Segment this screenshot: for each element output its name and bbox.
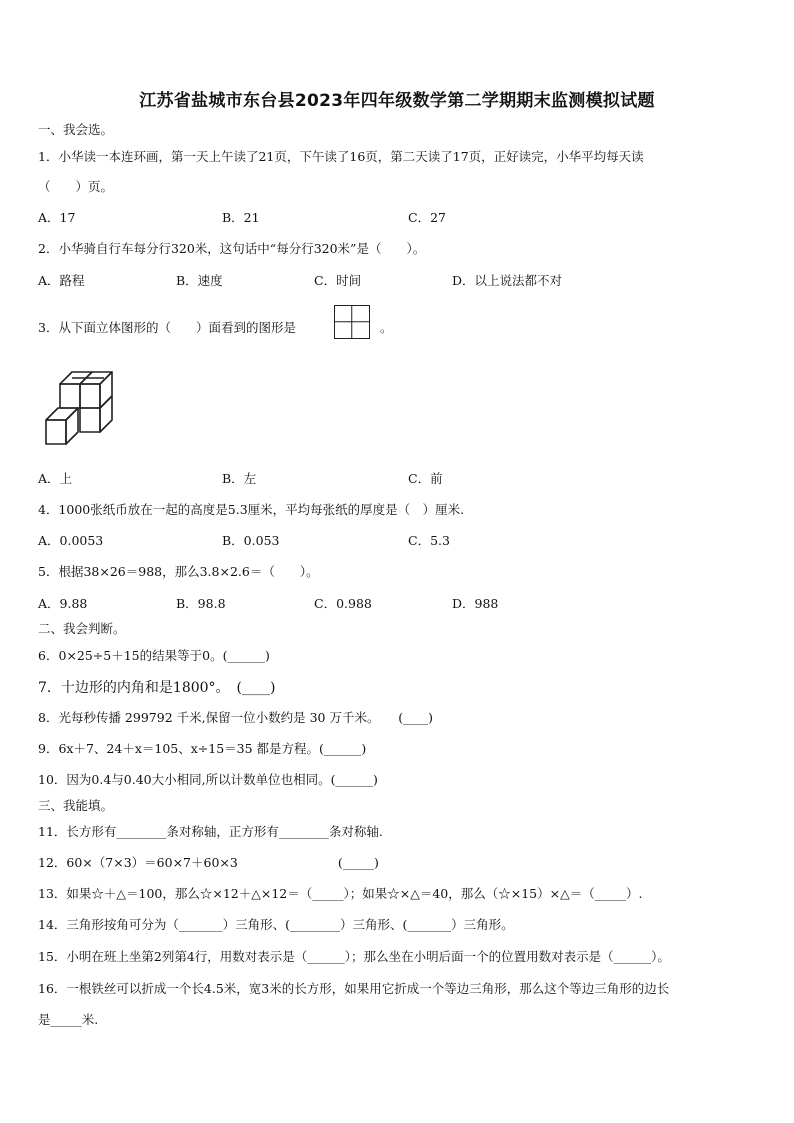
question-4: 4．1000张纸币放在一起的高度是5.3厘米，平均每张纸的厚度是（ ）厘米. — [38, 502, 465, 517]
q3-option-c: C．前 — [408, 471, 443, 486]
q3-option-a: A．上 — [38, 471, 73, 486]
q5-option-d: D．988 — [452, 596, 499, 611]
section-heading-2: 二、我会判断。 — [38, 621, 126, 636]
question-13: 13．如果☆＋△＝100，那么☆×12＋△×12＝（_____）；如果☆×△＝40，那么（☆×15）×△＝（_____）. — [38, 886, 643, 901]
q3-option-b: B．左 — [222, 471, 257, 486]
q5-option-b: B．98.8 — [176, 596, 226, 611]
question-6: 6．0×25÷5＋15的结果等于0。(______) — [38, 648, 270, 663]
question-2: 2．小华骑自行车每分行320米，这句话中“每分行320米”是（ ）。 — [38, 241, 426, 256]
q4-option-c: C．5.3 — [408, 533, 450, 548]
question-9: 9．6x＋7、24＋x＝105、x÷15＝35 都是方程。(______) — [38, 741, 367, 756]
q4-option-b: B．0.053 — [222, 533, 280, 548]
q1-option-b: B．21 — [222, 210, 260, 225]
question-1-line-1: 1．小华读一本连环画，第一天上午读了21页，下午读了16页，第二天读了17页，正好读完，小华平均每天读 — [38, 149, 644, 164]
q1-option-c: C．27 — [408, 210, 446, 225]
q2-option-d: D．以上说法都不对 — [452, 273, 563, 288]
question-7: 7．十边形的内角和是1800°。 (____) — [38, 680, 276, 696]
section-heading-3: 三、我能填。 — [38, 798, 114, 813]
question-8: 8．光每秒传播 299792 千米,保留一位小数约是 30 万千米。 (____) — [38, 710, 433, 725]
q5-option-a: A．9.88 — [38, 596, 88, 611]
question-3-end: 。 — [380, 320, 393, 335]
question-14: 14．三角形按角可分为（_______）三角形、(________）三角形、(_______）三角形。 — [38, 917, 514, 932]
question-12: 12．60×（7×3）＝60×7＋60×3 (_____) — [38, 855, 379, 870]
question-1-line-2: （ ）页。 — [38, 179, 114, 194]
question-15: 15．小明在班上坐第2列第4行，用数对表示是（______）；那么坐在小明后面一个的位置用数对表示是（______）。 — [38, 949, 670, 964]
q2-option-a: A．路程 — [38, 273, 85, 288]
question-11: 11．长方形有________条对称轴，正方形有________条对称轴. — [38, 824, 383, 839]
page-title: 江苏省盐城市东台县2023年四年级数学第二学期期末监测模拟试题 — [139, 91, 655, 111]
q1-option-a: A．17 — [38, 210, 76, 225]
question-3: 3．从下面立体图形的（ ）面看到的图形是 — [38, 320, 296, 335]
question-5: 5．根据38×26＝988，那么3.8×2.6＝（ ）。 — [38, 564, 319, 579]
q4-option-a: A．0.0053 — [38, 533, 104, 548]
section-heading-1: 一、我会选。 — [38, 122, 114, 137]
q2-option-c: C．时间 — [314, 273, 362, 288]
question-10: 10．因为0.4与0.40大小相同,所以计数单位也相同。(______) — [38, 772, 378, 787]
four-square-view-icon — [334, 305, 370, 339]
cube-stack-figure — [42, 366, 122, 446]
q2-option-b: B．速度 — [176, 273, 223, 288]
question-16-line-1: 16．一根铁丝可以折成一个长4.5米，宽3米的长方形，如果用它折成一个等边三角形，那么这个等边三角形的边长 — [38, 981, 670, 996]
q5-option-c: C．0.988 — [314, 596, 372, 611]
question-16-line-2: 是_____米. — [38, 1012, 99, 1027]
